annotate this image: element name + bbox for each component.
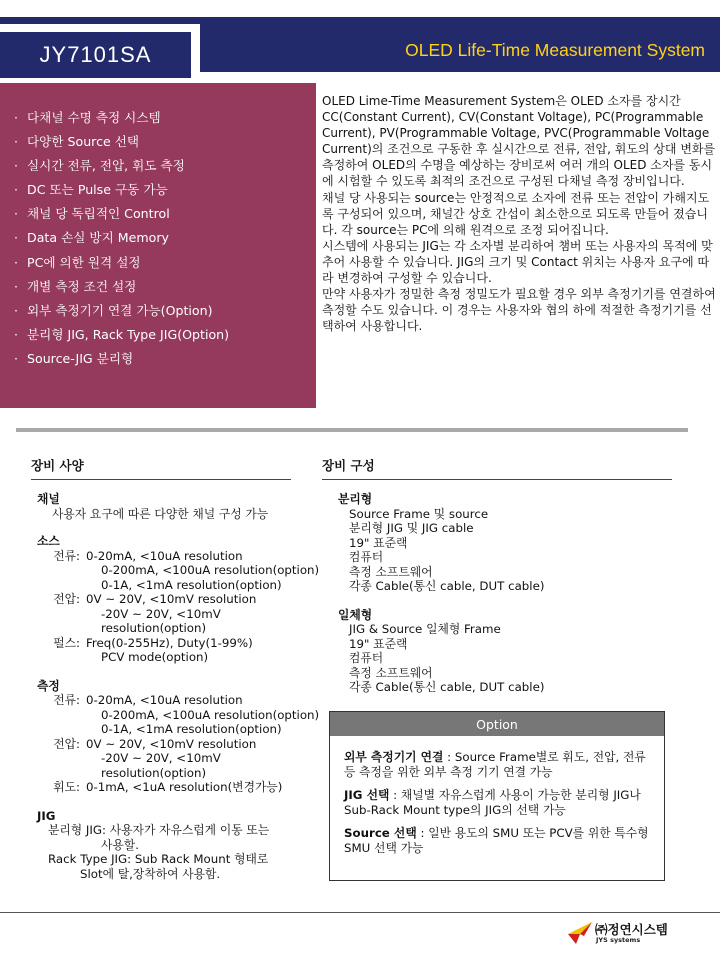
company-name-ko: ㈜정연시스템 <box>595 922 668 937</box>
composition-item: JIG & Source 일체형 Frame <box>349 622 501 636</box>
option-item-text: : 일반 용도의 SMU 또는 PCV를 위한 특수형 SMU 선택 가능 <box>344 826 649 855</box>
composition-item: Source Frame 및 source <box>349 506 489 521</box>
intro-paragraph: 만약 사용자가 정밀한 측정 정밀도가 필요할 경우 외부 측정기기를 연결하여 측정할 수도 있습니다. 이 경우는 사용자와 협의 하에 적절한 측정기기를 선택하여 사용합니다. <box>322 287 716 334</box>
section-divider <box>16 428 688 432</box>
system-title: OLED Life-Time Measurement System <box>405 40 705 60</box>
model-badge <box>0 24 200 78</box>
spec-jig-heading: JIG <box>37 808 56 823</box>
feature-item: · 채널 당 독립적인 Control <box>14 206 170 222</box>
logo-mark-icon <box>566 920 596 946</box>
option-item-label: JIG 선택 <box>344 788 390 802</box>
feature-item: · 분리형 JIG, Rack Type JIG(Option) <box>14 326 230 342</box>
spec-value: 0-20mA, <10uA resolution <box>86 548 243 563</box>
composition-integrated-heading: 일체형 <box>338 607 373 622</box>
feature-item: · PC에 의한 원격 설정 <box>14 254 141 270</box>
spec-value: 0V ~ 20V, <10mV resolution <box>86 736 257 751</box>
option-item-label: Source 선택 <box>344 826 417 840</box>
spec-source-current-label: 전류: <box>53 548 80 563</box>
option-body <box>330 736 664 855</box>
spec-measure-current-label: 전류: <box>53 693 80 707</box>
option-title: Option <box>330 712 664 736</box>
option-item-text: : Source Frame별로 휘도, 전압, 전류 등 측정을 위한 외부 측정 기기 연결 가능 <box>344 750 646 779</box>
spec-section <box>37 492 327 881</box>
spec-source-pulse-label: 펄스: <box>53 635 80 650</box>
feature-item: · Data 손실 방지 Memory <box>14 230 169 246</box>
composition-item: 각종 Cable(통신 cable, DUT cable) <box>349 579 545 593</box>
spec-value: 0-200mA, <100uA resolution(option) <box>101 563 320 577</box>
company-name-en: JYS systems <box>596 936 641 944</box>
feature-item: · 개별 측정 조건 설정 <box>14 278 137 294</box>
option-item <box>344 788 654 817</box>
spec-value: -20V ~ 20V, <10mV resolution(option) <box>101 606 221 635</box>
composition-item: 분리형 JIG 및 JIG cable <box>349 521 474 535</box>
feature-item: · DC 또는 Pulse 구동 가능 <box>14 182 168 198</box>
feature-item: · 실시간 전류, 전압, 휘도 측정 <box>14 158 185 174</box>
spec-channel-heading: 채널 <box>37 492 60 506</box>
composition-item: 컴퓨터 <box>349 651 384 665</box>
spec-value: 0V ~ 20V, <10mV resolution <box>86 592 257 606</box>
composition-separate-heading: 분리형 <box>338 492 373 506</box>
spec-channel-text: 사용자 요구에 따른 다양한 채널 구성 가능 <box>52 506 269 521</box>
company-logo <box>566 918 686 948</box>
feature-item: · Source-JIG 분리형 <box>14 350 134 366</box>
spec-jig-separate: 분리형 JIG: 사용자가 자유스럽게 이동 또는 <box>48 823 270 837</box>
spec-jig-rack: Rack Type JIG: Sub Rack Mount 형태로 <box>48 852 269 866</box>
composition-item: 19" 표준랙 <box>349 636 408 651</box>
spec-value: 0-1mA, <1uA resolution(변경가능) <box>86 780 283 794</box>
spec-value: 0-1A, <1mA resolution(option) <box>101 577 282 592</box>
spec-title: 장비 사양 <box>31 456 291 480</box>
footer-divider <box>0 912 720 913</box>
composition-item: 컴퓨터 <box>349 550 384 564</box>
feature-list <box>14 108 229 373</box>
composition-title: 장비 구성 <box>322 456 672 480</box>
spec-measure-voltage-label: 전압: <box>53 736 80 751</box>
composition-item: 각종 Cable(통신 cable, DUT cable) <box>349 680 545 694</box>
model-name: JY7101SA <box>0 32 191 78</box>
intro-paragraph: 시스템에 사용되는 JIG는 각 소자별 분리하여 챔버 또는 사용자의 목적에 맞추어 사용할 수 있습니다. JIG의 크기 및 Contact 위치는 사용자 요구에 따라 변경하여 구성할 수 있습니다. <box>322 238 713 286</box>
feature-item: · 다채널 수명 측정 시스템 <box>14 110 161 125</box>
intro-paragraph: 채널 당 사용되는 source는 안정적으로 소자에 전류 또는 전압이 가해지도록 구성되어 있으며, 채널간 상호 간섭이 최소한으로 되도록 만들어 졌습니다. 각 source는 PC에 의해 원격으로 조정 되어집니다. <box>322 190 710 237</box>
spec-value: Freq(0-255Hz), Duty(1-99%) <box>86 635 253 650</box>
composition-item: 19" 표준랙 <box>349 535 408 550</box>
option-box <box>329 711 665 881</box>
spec-source-heading: 소스 <box>37 534 60 548</box>
option-item-label: 외부 측정기기 연결 <box>344 750 444 764</box>
spec-jig-separate-cont: 사용할. <box>101 837 139 852</box>
spec-value: -20V ~ 20V, <10mV resolution(option) <box>101 751 221 780</box>
composition-section <box>338 492 678 695</box>
composition-item: 측정 소프트웨어 <box>349 665 433 680</box>
spec-value: PCV mode(option) <box>101 650 209 664</box>
spec-source-voltage-label: 전압: <box>53 592 80 606</box>
intro-text <box>322 93 717 334</box>
composition-item: 측정 소프트웨어 <box>349 564 433 579</box>
spec-measure-lum-label: 휘도: <box>53 780 80 794</box>
intro-paragraph: OLED Lime-Time Measurement System은 OLED 소자를 장시간 CC(Constant Current), CV(Constant Voltage), PC(Programmable Current), PV(Programmable Voltage, PVC(Programmable Voltage Current)의 조건으로 구동한 후 실시간으로 전류, 전압, 휘도의 상대 변화를 측정하여 OLED의 수명을 예상하는 장비로써 여러 개의 OLED 소자를 동시에 시험할 수 있도록 최적의 조건으로 구성된 다채널 측정 장비입니다. <box>322 94 716 189</box>
spec-value: 0-20mA, <10uA resolution <box>86 693 243 707</box>
option-item <box>344 750 654 779</box>
spec-jig-rack-cont: Slot에 탈,장착하여 사용함. <box>80 866 221 881</box>
feature-item: · 외부 측정기기 연결 가능(Option) <box>14 302 213 318</box>
spec-value: 0-1A, <1mA resolution(option) <box>101 722 282 736</box>
option-item-text: : 채널별 자유스럽게 사용이 가능한 분리형 JIG나 Sub-Rack Mount type의 JIG의 선택 가능 <box>344 788 641 817</box>
spec-value: 0-200mA, <100uA resolution(option) <box>101 707 320 722</box>
spec-measure-heading: 측정 <box>37 678 60 693</box>
feature-item: · 다양한 Source 선택 <box>14 134 140 150</box>
feature-panel <box>0 83 316 408</box>
option-item <box>344 826 654 855</box>
